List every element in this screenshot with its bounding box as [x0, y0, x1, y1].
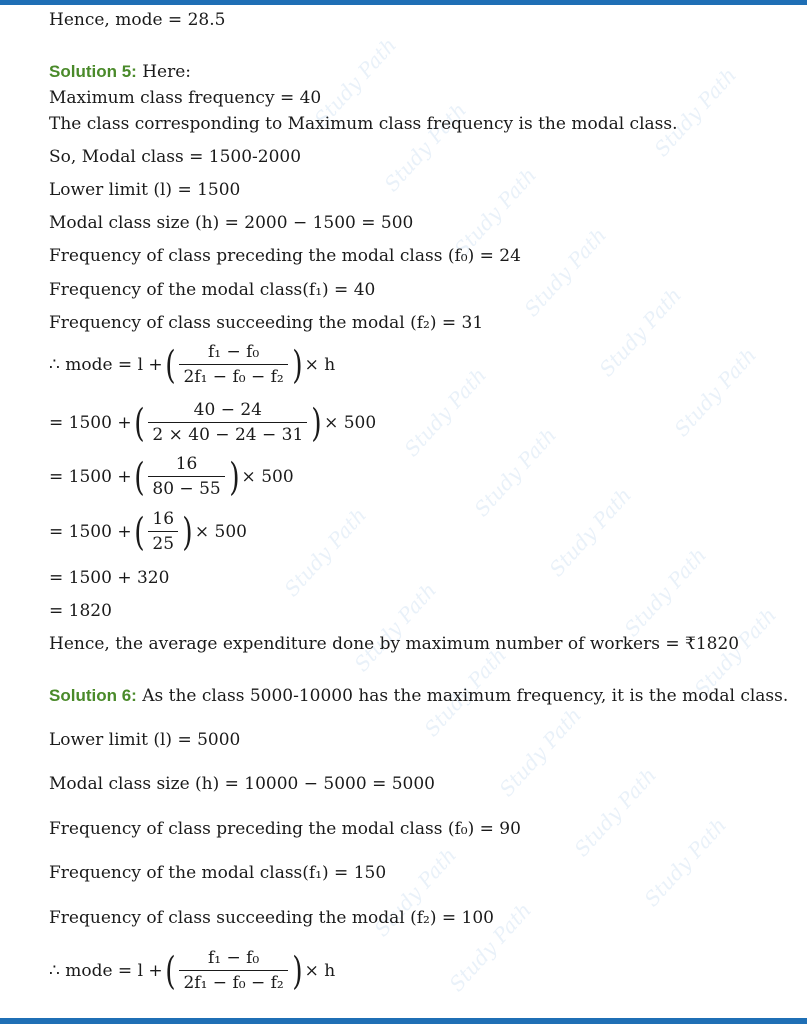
close-paren: ) — [291, 948, 303, 993]
modal-class-size: Modal class size (h) = 10000 − 5000 = 5000 — [49, 774, 436, 794]
step-suffix: × 500 — [241, 466, 294, 487]
open-paren: ( — [164, 948, 176, 993]
close-paren: ) — [182, 509, 193, 554]
solution-5-label: Solution 5: — [49, 62, 137, 81]
close-paren: ) — [291, 342, 303, 387]
open-paren: ( — [133, 509, 145, 554]
fraction-numerator: 16 — [148, 509, 178, 532]
frequency-preceding: Frequency of class preceding the modal class (f₀) = 24 — [49, 246, 521, 266]
fraction-denominator: 2 × 40 − 24 − 31 — [152, 425, 304, 445]
frequency-modal: Frequency of the modal class(f₁) = 40 — [49, 280, 376, 300]
step-prefix: = 1500 + — [49, 412, 132, 433]
fraction-numerator: 16 — [148, 454, 224, 477]
frequency-modal: Frequency of the modal class(f₁) = 150 — [49, 863, 387, 883]
step-fraction — [148, 454, 224, 499]
fraction-denominator: 2f₁ − f₀ − f₂ — [183, 973, 284, 993]
lower-limit: Lower limit (l) = 1500 — [49, 180, 241, 200]
watermark-text: Study Path — [309, 32, 402, 132]
frequency-succeeding: Frequency of class succeeding the modal (f₂) = 31 — [49, 313, 484, 333]
step-prefix: = 1500 + — [49, 521, 132, 542]
mode-step-4: = 1500 + 320 — [49, 568, 170, 588]
mode-step-5: = 1820 — [49, 601, 112, 621]
mode-step-3 — [49, 509, 247, 554]
fraction-numerator: f₁ − f₀ — [179, 342, 287, 365]
bottom-accent-bar — [0, 1018, 807, 1024]
solution-6-intro: As the class 5000-10000 has the maximum frequency, it is the modal class. — [142, 686, 789, 706]
watermark-text: Study Path — [449, 162, 542, 262]
watermark-text: Study Path — [419, 642, 512, 742]
frequency-preceding: Frequency of class preceding the modal class (f₀) = 90 — [49, 819, 521, 839]
mode-step-1 — [49, 400, 376, 445]
formula-prefix: ∴ mode = l + — [49, 960, 163, 981]
watermark-text: Study Path — [594, 282, 687, 382]
close-paren: ) — [228, 454, 240, 499]
frequency-succeeding: Frequency of class succeeding the modal (f₂) = 100 — [49, 908, 494, 928]
previous-mode-result: Hence, mode = 28.5 — [49, 10, 226, 30]
watermark-text: Study Path — [569, 762, 662, 862]
formula-suffix: × h — [304, 960, 336, 981]
step-fraction — [148, 400, 307, 445]
watermark-text: Study Path — [619, 542, 712, 642]
open-paren: ( — [133, 454, 145, 499]
watermark-text: Study Path — [649, 62, 742, 162]
open-paren: ( — [133, 400, 145, 445]
watermark-text: Study Path — [669, 342, 762, 442]
solution-5-heading — [49, 61, 191, 83]
watermark-text: Study Path — [279, 502, 372, 602]
fraction-denominator: 25 — [152, 534, 175, 554]
step-suffix: × 500 — [194, 521, 247, 542]
modal-class-statement: The class corresponding to Maximum class frequency is the modal class. — [49, 114, 678, 134]
step-fraction — [148, 509, 178, 554]
watermark-text: Study Path — [689, 602, 782, 702]
open-paren: ( — [164, 342, 176, 387]
lower-limit: Lower limit (l) = 5000 — [49, 730, 241, 750]
modal-class-size: Modal class size (h) = 2000 − 1500 = 500 — [49, 213, 414, 233]
close-paren: ) — [311, 400, 322, 445]
formula-suffix: × h — [304, 354, 336, 375]
mode-formula — [49, 342, 335, 387]
formula-fraction — [179, 342, 287, 387]
mode-step-2 — [49, 454, 294, 499]
watermark-text: Study Path — [369, 842, 462, 942]
watermark-text: Study Path — [444, 897, 537, 997]
watermark-text: Study Path — [399, 362, 492, 462]
formula-fraction — [179, 948, 287, 993]
watermark-text: Study Path — [544, 482, 637, 582]
step-suffix: × 500 — [324, 412, 377, 433]
solution-6-label: Solution 6: — [49, 686, 137, 705]
watermark-text: Study Path — [639, 812, 732, 912]
formula-prefix: ∴ mode = l + — [49, 354, 163, 375]
mode-formula — [49, 948, 335, 993]
watermark-text: Study Path — [349, 577, 442, 677]
max-class-frequency: Maximum class frequency = 40 — [49, 88, 322, 108]
watermark-text: Study Path — [379, 97, 472, 197]
watermark-text: Study Path — [469, 422, 562, 522]
top-accent-bar — [0, 0, 807, 5]
step-prefix: = 1500 + — [49, 466, 132, 487]
solution-5-intro: Here: — [142, 62, 192, 82]
fraction-denominator: 80 − 55 — [152, 479, 221, 499]
solution-5-conclusion: Hence, the average expenditure done by maximum number of workers = ₹1820 — [49, 634, 740, 654]
solution-6-heading — [49, 685, 788, 707]
fraction-denominator: 2f₁ − f₀ − f₂ — [183, 367, 284, 387]
fraction-numerator: f₁ − f₀ — [179, 948, 287, 971]
watermark-text: Study Path — [494, 702, 587, 802]
watermark-text: Study Path — [519, 222, 612, 322]
fraction-numerator: 40 − 24 — [148, 400, 307, 423]
modal-class: So, Modal class = 1500-2000 — [49, 147, 302, 167]
